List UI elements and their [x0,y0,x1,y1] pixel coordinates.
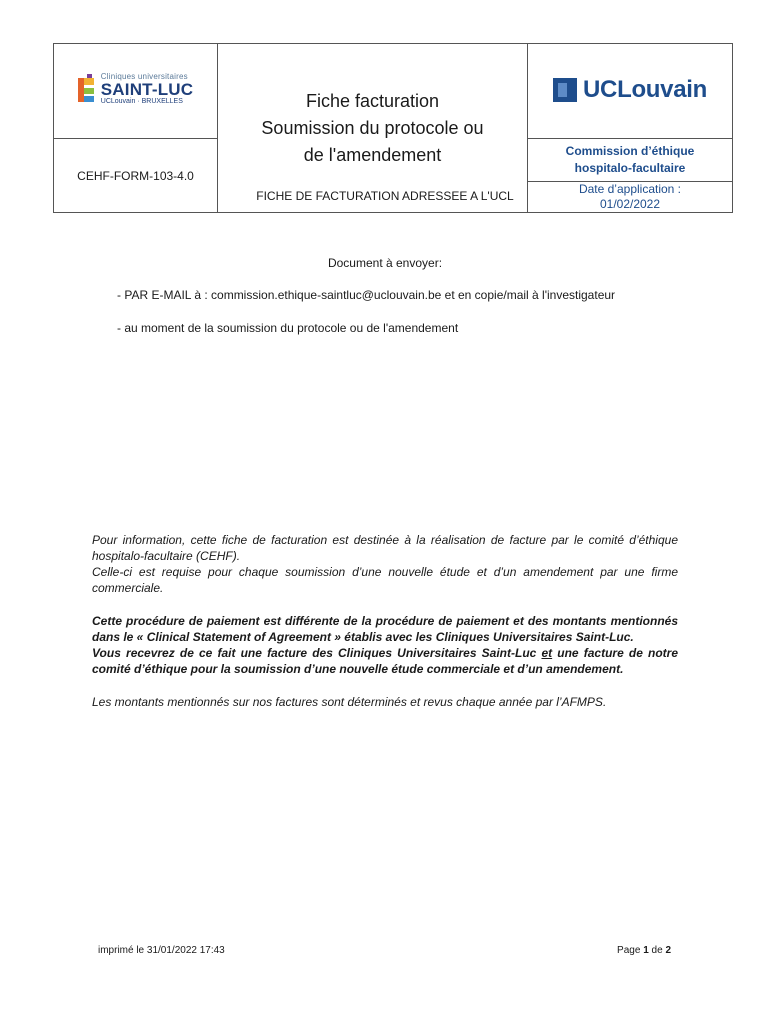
ucl-logo-text: UCLouvain [583,75,707,103]
ucl-square-icon [553,78,577,102]
printed-date: imprimé le 31/01/2022 17:43 [98,945,225,956]
saint-luc-logo-sub: UCLouvain · BRUXELLES [100,98,183,105]
form-title [218,44,528,213]
form-id: CEHF-FORM-103-4.0 [54,139,218,213]
procedure-text-2-underline: et [541,646,553,660]
procedure-text-2 [92,645,678,677]
saint-luc-emblem-icon [78,74,96,104]
page-label: Page [617,945,644,956]
header-table [53,43,733,213]
commission-line-2: hospitalo-facultaire [574,161,686,175]
page-heading: FICHE DE FACTURATION ADRESSEE A L'UCL [256,189,514,203]
procedure-text-2a: Vous recevrez de ce fait une facture des Cliniques Universitaires Saint-Luc [92,646,542,660]
page-of: de [648,945,666,956]
page-total: 2 [665,945,671,956]
info-paragraph [92,532,678,596]
info-text-2: Celle-ci est requise pour chaque soumission d’une nouvelle étude et d’un amendement par une firme commerciale. [92,565,678,595]
bullet-email: - PAR E-MAIL à : commission.ethique-saintluc@uclouvain.be et en copie/mail à l'investigateur [117,288,616,302]
document-send-label: Document à envoyer: [327,256,443,270]
title-line-1: Fiche facturation [305,90,440,111]
ucl-logo-cell [528,44,733,139]
commission-line-1: Commission d’éthique [565,144,695,158]
procedure-text-2b: une facture de notre comité d’éthique pour la soumission d’une nouvelle étude commerciale et d’un amendement. [92,646,679,676]
ucl-logo [553,76,707,104]
title-line-3: de l'amendement [303,144,442,165]
page-current: 1 [643,945,649,956]
saint-luc-logo-main: SAINT-LUC [100,80,194,99]
saint-luc-logo-top: Cliniques universitaires [100,72,188,81]
info-text-1: Pour information, cette fiche de facturation est destinée à la réalisation de facture par le comité d’éthique hospitalo-facultaire (CEHF). [92,533,678,563]
saint-luc-logo-cell [54,44,218,139]
page-number [617,945,671,956]
saint-luc-logo [78,73,193,105]
afmps-paragraph: Les montants mentionnés sur nos factures sont déterminés et revus chaque année par l’AFMPS. [92,695,607,709]
procedure-text-1: Cette procédure de paiement est différente de la procédure de paiement et des montants mentionnés dans le « Clinical Statement of Agreement » établis avec les Cliniques Universitaires Saint-Luc. [92,614,678,644]
commission-name [528,139,733,182]
title-line-2: Soumission du protocole ou [261,117,484,138]
date-value: 01/02/2022 [599,197,661,211]
procedure-paragraph [92,613,678,677]
bullet-timing: - au moment de la soumission du protocole ou de l'amendement [117,321,459,335]
date-label: Date d’application : [578,182,682,196]
